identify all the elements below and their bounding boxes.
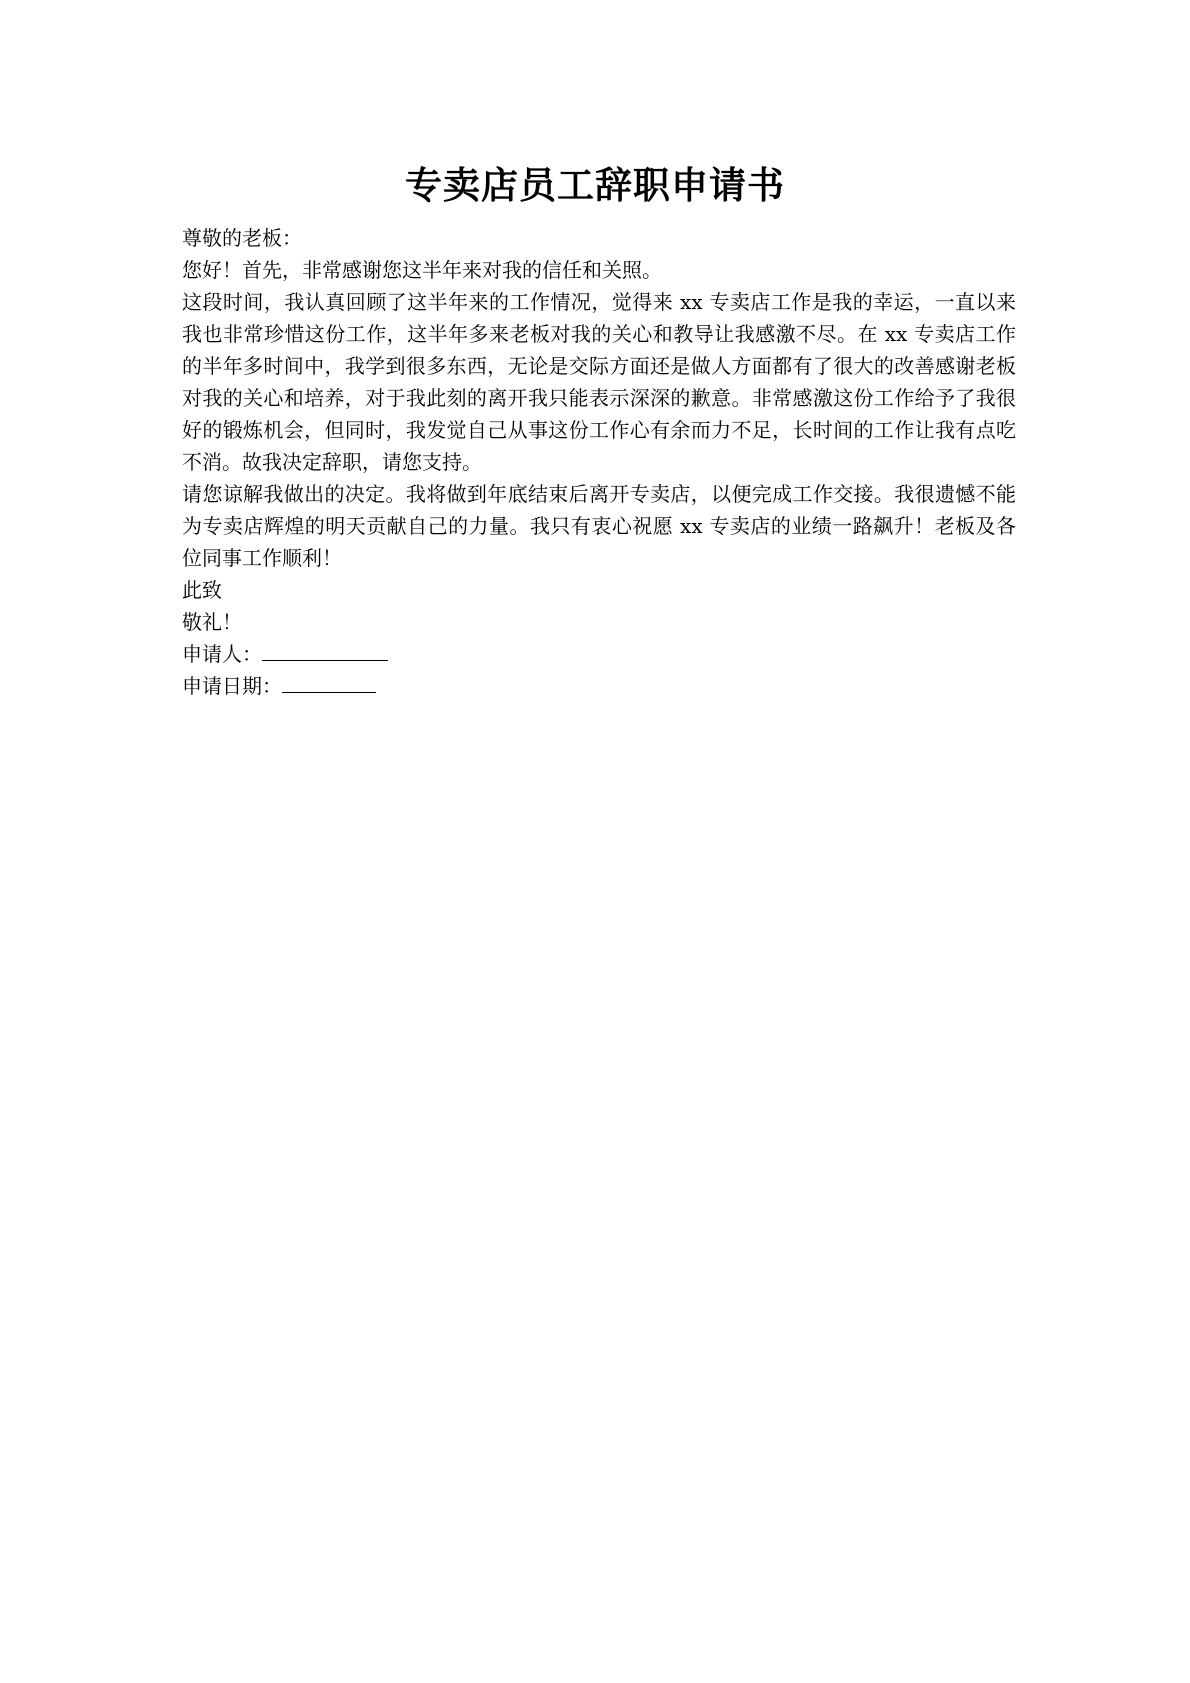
document-title: 专卖店员工辞职申请书 [405, 163, 785, 207]
applicant-blank [262, 642, 388, 661]
paragraph-main: 这段时间，我认真回顾了这半年来的工作情况，觉得来 xx 专卖店工作是我的幸运，一直以来我也非常珍惜这份工作，这半年多来老板对我的关心和教导让我感激不尽。在 xx 专卖店工作的半年多时间中，我学到很多东西，无论是交际方面还是做人方面都有了很大的改善感谢老板对我的关心和培养，对于我此刻的离开我只能表示深深的歉意。非常感激这份工作给予了我很好的锻炼机会，但同时，我发觉自己从事这份工作心有余而力不足，长时间的工作让我有点吃不消。故我决定辞职，请您支持。 [182, 290, 1016, 474]
greeting: 您好！首先，非常感谢您这半年来对我的信任和关照。 [182, 258, 662, 282]
paragraph-second: 请您谅解我做出的决定。我将做到年底结束后离开专卖店，以便完成工作交接。我很遗憾不能为专卖店辉煌的明天贡献自己的力量。我只有衷心祝愿 xx 专卖店的业绩一路飙升！老板及各位同事工作顺利！ [182, 482, 1016, 570]
date-blank [282, 674, 376, 693]
closing-line-2: 敬礼！ [182, 610, 242, 634]
closing-line-1: 此致 [182, 578, 222, 602]
date-line [182, 670, 1016, 702]
applicant-line [182, 638, 1016, 670]
applicant-label: 申请人： [182, 642, 262, 666]
salutation: 尊敬的老板： [182, 226, 302, 250]
date-label: 申请日期： [182, 674, 282, 698]
document-body [182, 222, 1016, 702]
